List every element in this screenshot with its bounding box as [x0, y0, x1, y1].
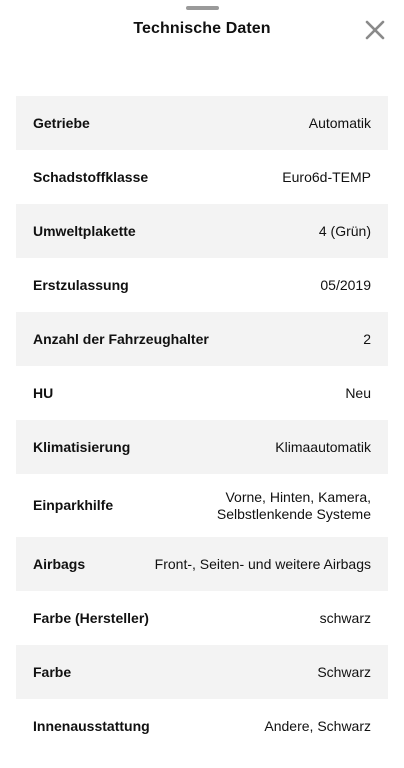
drag-handle[interactable]: [186, 6, 219, 10]
spec-label: Getriebe: [33, 114, 90, 131]
spec-label: Schadstoffklasse: [33, 168, 149, 185]
spec-row-umweltplakette: [16, 204, 388, 258]
spec-value: 05/2019: [320, 276, 371, 293]
spec-value: Klimaautomatik: [275, 438, 371, 455]
spec-value: Euro6d-TEMP: [282, 168, 371, 185]
spec-label: Erstzulassung: [33, 276, 129, 293]
spec-row-getriebe: [16, 96, 388, 150]
spec-value: Schwarz: [317, 663, 371, 680]
close-button[interactable]: [362, 17, 388, 43]
spec-row-erstzulassung: [16, 258, 388, 312]
spec-label: Farbe: [33, 663, 72, 680]
spec-value: Neu: [345, 384, 371, 401]
close-icon: [364, 19, 386, 41]
page-title: Technische Daten: [133, 20, 271, 37]
spec-value: Vorne, Hinten, Kamera, Selbstlenkende Systeme: [216, 488, 371, 522]
spec-value: Front-, Seiten- und weitere Airbags: [154, 555, 371, 572]
spec-label: Airbags: [33, 555, 86, 572]
spec-value: 4 (Grün): [318, 222, 371, 239]
spec-label: Anzahl der Fahrzeughalter: [33, 330, 209, 347]
spec-row-klimatisierung: [16, 420, 388, 474]
spec-row-einparkhilfe: [16, 474, 388, 537]
spec-value: Automatik: [308, 114, 371, 131]
spec-value: Andere, Schwarz: [264, 717, 371, 734]
spec-list: [16, 96, 388, 753]
spec-label: Klimatisierung: [33, 438, 131, 455]
spec-value: 2: [363, 330, 371, 347]
spec-label: Einparkhilfe: [33, 497, 114, 513]
spec-row-farbe: [16, 645, 388, 699]
spec-label: Farbe (Hersteller): [33, 609, 149, 626]
spec-row-fahrzeughalter: [16, 312, 388, 366]
spec-row-hu: [16, 366, 388, 420]
spec-row-innenausstattung: [16, 699, 388, 753]
spec-row-schadstoffklasse: [16, 150, 388, 204]
spec-row-farbe-hersteller: [16, 591, 388, 645]
spec-row-airbags: [16, 537, 388, 591]
spec-label: HU: [33, 384, 54, 401]
spec-label: Umweltplakette: [33, 222, 136, 239]
spec-label: Innenausstattung: [33, 717, 150, 734]
spec-value: schwarz: [319, 609, 371, 626]
